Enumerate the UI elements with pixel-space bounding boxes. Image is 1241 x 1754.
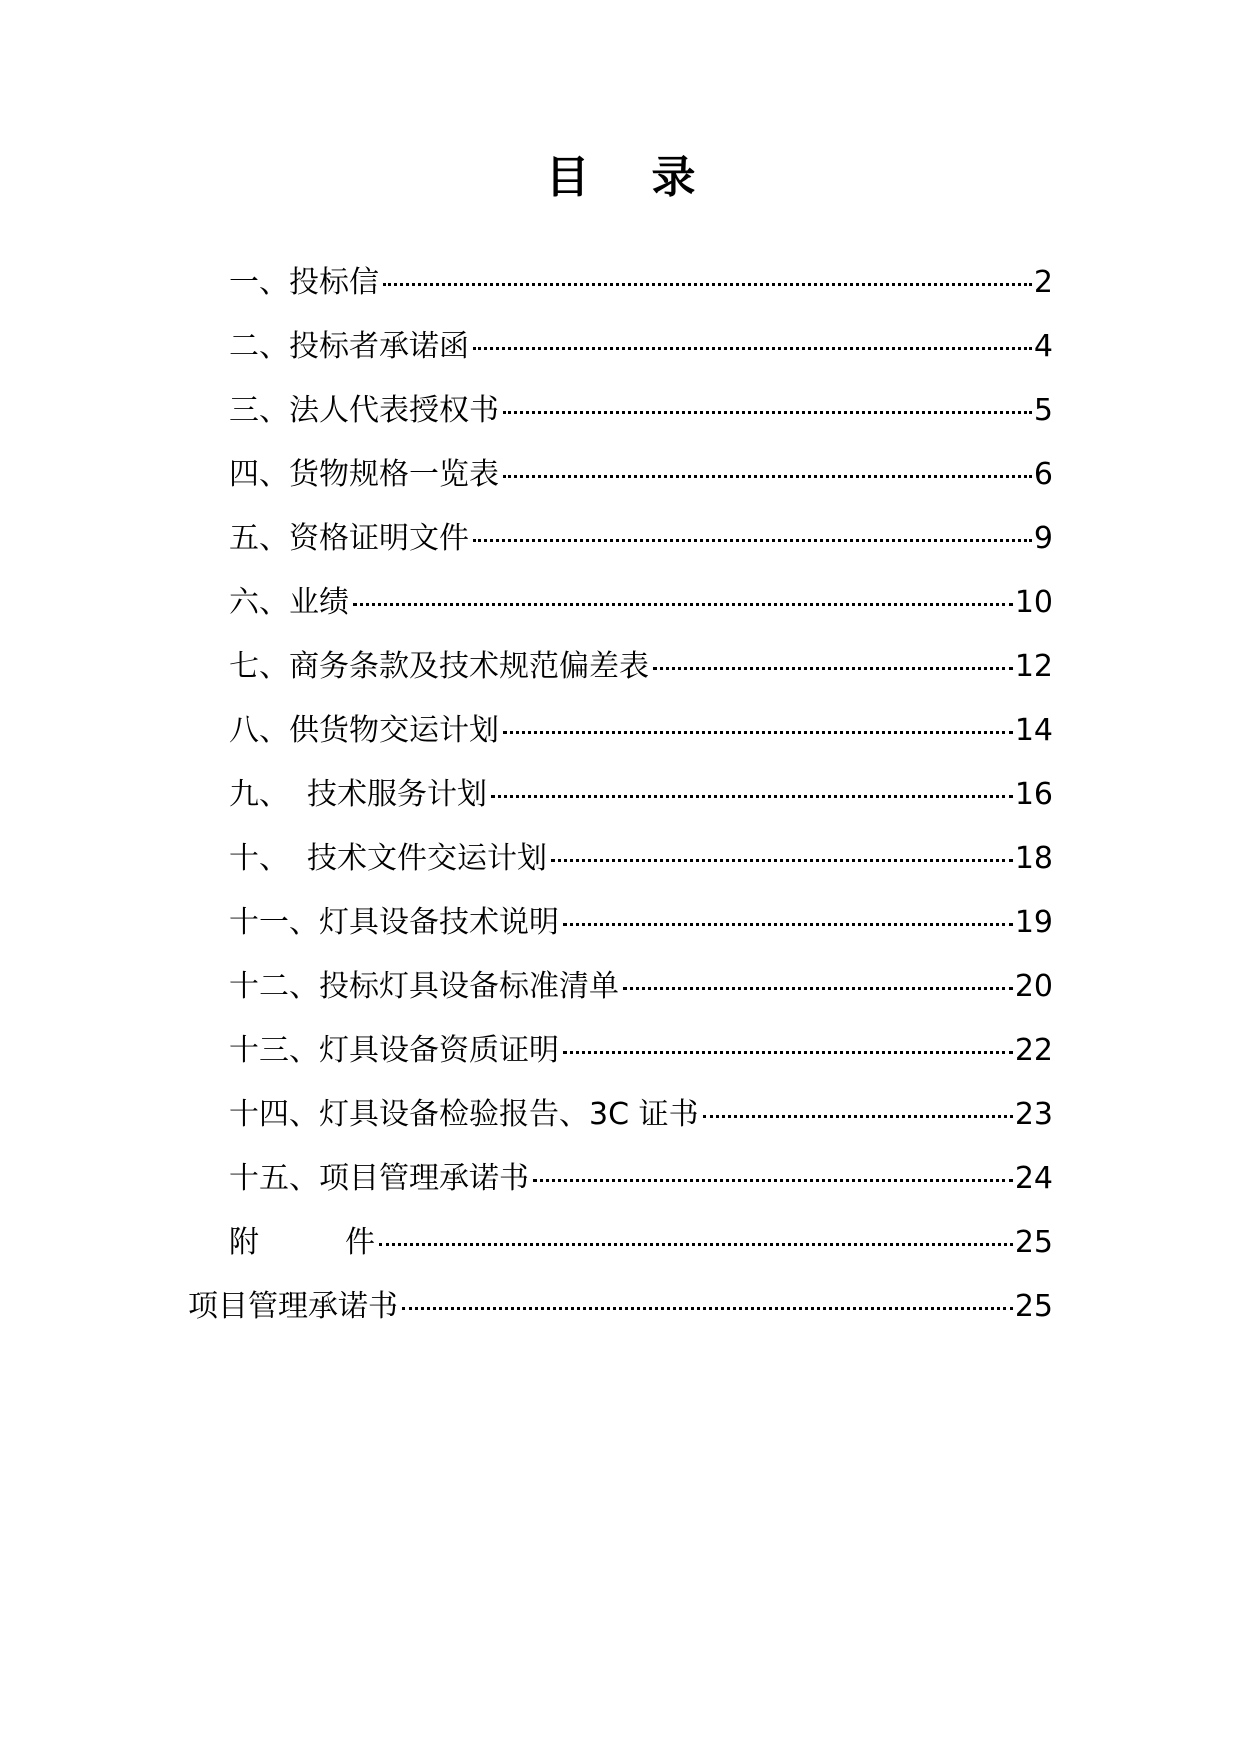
toc-entry-title: 投标灯具设备标准清单: [319, 969, 619, 1004]
toc-entry-title: 资格证明文件: [289, 521, 469, 556]
dot-leader: [503, 731, 1013, 734]
toc-entry-attachment[interactable]: [229, 1223, 1053, 1263]
toc-entry-5[interactable]: [229, 519, 1053, 559]
dot-leader: [653, 667, 1013, 670]
dot-leader: [563, 923, 1013, 926]
toc-entry-page: 23: [1014, 1097, 1053, 1132]
toc-entry-title: 供货物交运计划: [289, 713, 499, 748]
toc-entry-page: 22: [1014, 1033, 1053, 1068]
toc-entry-page: 18: [1014, 841, 1053, 876]
toc-entry-page: 5: [1033, 393, 1053, 428]
toc-entry-number: 附: [229, 1225, 259, 1260]
toc-entry-page: 19: [1014, 905, 1053, 940]
toc-entry-title: 商务条款及技术规范偏差表: [289, 649, 649, 684]
toc-entry-number: 九、: [229, 777, 289, 812]
toc-entry-title: 投标信: [289, 265, 379, 300]
toc-entry-number: 二、: [229, 329, 289, 364]
title-char-lu: 录: [651, 152, 696, 203]
toc-entry-number: 七、: [229, 649, 289, 684]
dot-leader: [503, 475, 1032, 478]
toc-entry-number: 八、: [229, 713, 289, 748]
toc-entry-title: 灯具设备检验报告、3C 证书: [319, 1097, 699, 1132]
toc-entry-title: 货物规格一览表: [289, 457, 499, 492]
dot-leader: [623, 987, 1013, 990]
toc-entry-number: 五、: [229, 521, 289, 556]
toc-entry-page: 14: [1014, 713, 1053, 748]
toc-entry-13[interactable]: [229, 1031, 1053, 1071]
toc-entry-10[interactable]: [229, 839, 1053, 879]
toc-entry-15[interactable]: [229, 1159, 1053, 1199]
toc-entry-page: 4: [1033, 329, 1053, 364]
toc-entry-title: 技术文件交运计划: [307, 841, 547, 876]
dot-leader: [473, 539, 1032, 542]
toc-entry-title: 业绩: [289, 585, 349, 620]
toc-entry-title: 项目管理承诺书: [319, 1161, 529, 1196]
toc-entry-page: 12: [1014, 649, 1053, 684]
toc-entry-title: 投标者承诺函: [289, 329, 469, 364]
toc-entry-2[interactable]: [229, 327, 1053, 367]
toc-entry-title: 技术服务计划: [307, 777, 487, 812]
toc-entry-12[interactable]: [229, 967, 1053, 1007]
toc-entry-page: 10: [1014, 585, 1053, 620]
toc-entry-number: 三、: [229, 393, 289, 428]
toc-entry-number: 十三、: [229, 1033, 319, 1068]
toc-entry-page: 24: [1014, 1161, 1053, 1196]
dot-leader: [533, 1179, 1013, 1182]
toc-entry-page: 6: [1033, 457, 1053, 492]
toc-entry-8[interactable]: [229, 711, 1053, 751]
toc-entry-title: 件: [345, 1225, 375, 1260]
toc-entry-title: 灯具设备资质证明: [319, 1033, 559, 1068]
toc-entry-number: 十五、: [229, 1161, 319, 1196]
toc-entry-page: 2: [1033, 265, 1053, 300]
dot-leader: [503, 411, 1032, 414]
toc-entry-page: 25: [1014, 1225, 1053, 1260]
toc-entry-number: 十二、: [229, 969, 319, 1004]
dot-leader: [353, 603, 1013, 606]
dot-leader: [563, 1051, 1013, 1054]
page-title: [0, 148, 1241, 208]
dot-leader: [491, 795, 1013, 798]
toc-entry-11[interactable]: [229, 903, 1053, 943]
toc-entry-number: 十四、: [229, 1097, 319, 1132]
dot-leader: [551, 859, 1013, 862]
toc-entry-page: 9: [1033, 521, 1053, 556]
dot-leader: [473, 347, 1032, 350]
toc-entry-1[interactable]: [229, 263, 1053, 303]
toc-entry-9[interactable]: [229, 775, 1053, 815]
title-char-mu: 目: [545, 152, 590, 203]
toc-entry-6[interactable]: [229, 583, 1053, 623]
toc-entry-7[interactable]: [229, 647, 1053, 687]
toc-entry-page: 25: [1014, 1289, 1053, 1324]
toc-entry-14[interactable]: [229, 1095, 1053, 1135]
dot-leader: [703, 1115, 1013, 1118]
toc-entry-number: 十一、: [229, 905, 319, 940]
toc-entry-number: 四、: [229, 457, 289, 492]
dot-leader: [383, 283, 1032, 286]
toc-entry-title: 法人代表授权书: [289, 393, 499, 428]
toc-entry-4[interactable]: [229, 455, 1053, 495]
toc-entry-page: 20: [1014, 969, 1053, 1004]
dot-leader: [379, 1243, 1013, 1246]
toc-entry-3[interactable]: [229, 391, 1053, 431]
toc-entry-number: 十、: [229, 841, 289, 876]
toc-entry-page: 16: [1014, 777, 1053, 812]
dot-leader: [402, 1307, 1013, 1310]
toc-entry-project-commitment[interactable]: [188, 1287, 1053, 1327]
toc-entry-title: 灯具设备技术说明: [319, 905, 559, 940]
toc-entry-number: 一、: [229, 265, 289, 300]
toc-entry-number: 六、: [229, 585, 289, 620]
toc-entry-title: 项目管理承诺书: [188, 1289, 398, 1324]
